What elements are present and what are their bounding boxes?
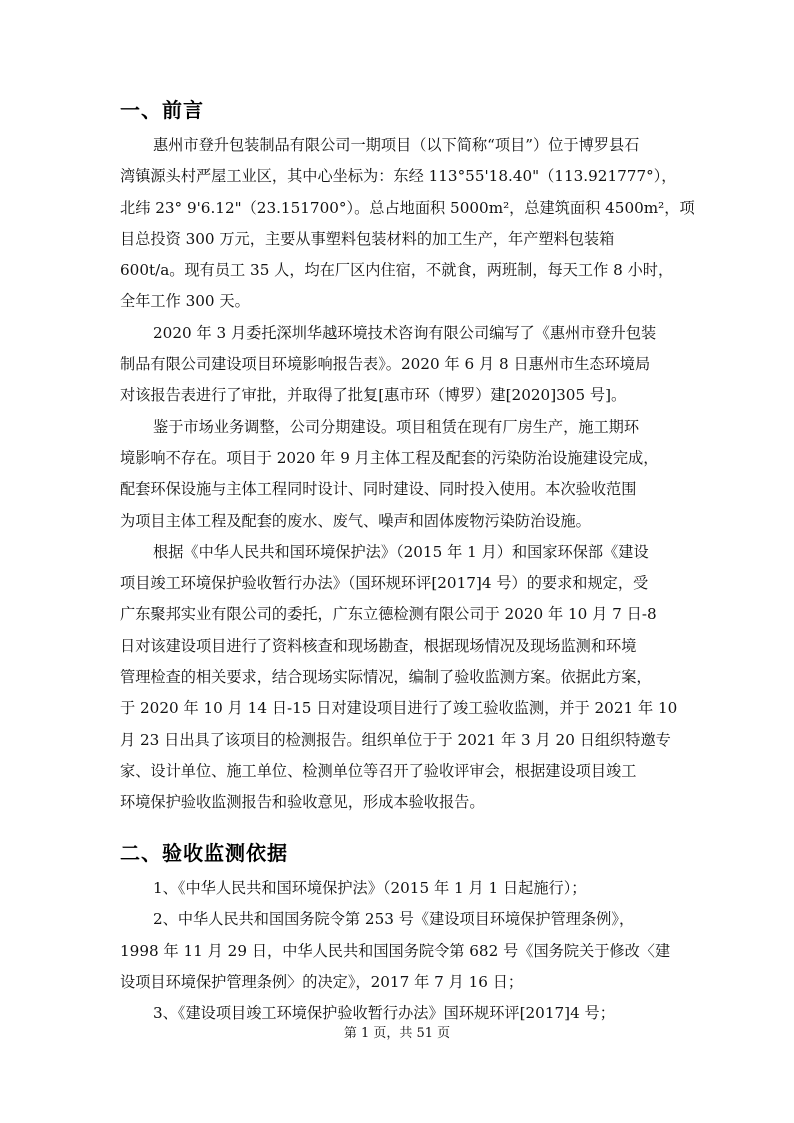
paragraph-line: 目总投资 300 万元，主要从事塑料包装材料的加工生产，年产塑料包装箱 (120, 229, 615, 248)
paragraph-line: 家、设计单位、施工单位、检测单位等召开了验收评审会，根据建设项目竣工 (120, 761, 637, 780)
section-heading-basis: 二、验收监测依据 (120, 841, 288, 865)
paragraph-line: 管理检查的相关要求，结合现场实际情况，编制了验收监测方案。依据此方案， (120, 668, 652, 687)
paragraph-line: 日对该建设项目进行了资料核查和现场勘查，根据现场情况及现场监测和环境 (120, 636, 637, 655)
paragraph-line: 项目竣工环境保护验收暂行办法》（国环规环评[2017]4 号）的要求和规定，受 (120, 574, 649, 593)
paragraph-line: 2020 年 3 月委托深圳华越环境技术咨询有限公司编写了《惠州市登升包装 (153, 323, 657, 342)
paragraph-line: 环境保护验收监测报告和验收意见，形成本验收报告。 (120, 793, 485, 812)
paragraph-line: 为项目主体工程及配套的废水、废气、噪声和固体废物污染防治设施。 (120, 511, 591, 530)
list-item: 3、《建设项目竣工环境保护验收暂行办法》国环规环评[2017]4 号； (153, 1004, 615, 1023)
preface-body (120, 130, 695, 819)
paragraph-line: 全年工作 300 天。 (120, 292, 250, 311)
paragraph-line: 广东聚邦实业有限公司的委托，广东立德检测有限公司于 2020 年 10 月 7 日-8 (120, 605, 657, 624)
list-item: 2、中华人民共和国国务院令第 253 号《建设项目环境保护管理条例》， (153, 910, 635, 929)
paragraph-line: 月 23 日出具了该项目的检测报告。组织单位于于 2021 年 3 月 20 日组织特邀专 (120, 730, 671, 749)
paragraph-line: 北纬 23° 9'6.12"（23.151700°）。总占地面积 5000m²，总建筑面积 4500m²，项 (120, 198, 695, 217)
paragraph-line: 境影响不存在。项目于 2020 年 9 月主体工程及配套的污染防治设施建设完成， (120, 448, 659, 467)
paragraph-line: 根据《中华人民共和国环境保护法》（2015 年 1 月）和国家环保部《建设 (153, 542, 649, 561)
list-item: 1、《中华人民共和国环境保护法》（2015 年 1 月 1 日起施行）； (153, 879, 587, 897)
paragraph-line: 惠州市登升包装制品有限公司一期项目（以下简称“项目”）位于博罗县石 (153, 136, 640, 154)
basis-list (120, 873, 670, 1029)
paragraph-line: 于 2020 年 10 月 14 日-15 日对建设项目进行了竣工验收监测，并于 2021 年 10 (120, 699, 678, 718)
page-number-footer: 第 1 页，共 51 页 (343, 1026, 451, 1041)
paragraph-line: 鉴于市场业务调整，公司分期建设。项目租赁在现有厂房生产，施工期环 (153, 417, 639, 436)
list-item-continuation: 1998 年 11 月 29 日，中华人民共和国国务院令第 682 号《国务院关于修改〈建 (120, 941, 671, 960)
section-heading-preface: 一、前言 (120, 98, 204, 122)
paragraph-line: 湾镇源头村严屋工业区，其中心坐标为：东经 113°55'18.40"（113.921777°）， (120, 167, 677, 186)
paragraph-line: 对该报告表进行了审批，并取得了批复[惠市环（博罗）建[2020]305 号]。 (120, 386, 627, 405)
paragraph-line: 配套环保设施与主体工程同时设计、同时建设、同时投入使用。本次验收范围 (120, 480, 637, 499)
list-item-continuation: 设项目环境保护管理条例〉的决定》，2017 年 7 月 16 日； (120, 972, 524, 991)
paragraph-line: 制品有限公司建设项目环境影响报告表》。2020 年 6 月 8 日惠州市生态环境局 (120, 355, 651, 374)
paragraph-line: 600t/a。现有员工 35 人，均在厂区内住宿，不就食，两班制，每天工作 8 小时， (120, 261, 674, 280)
